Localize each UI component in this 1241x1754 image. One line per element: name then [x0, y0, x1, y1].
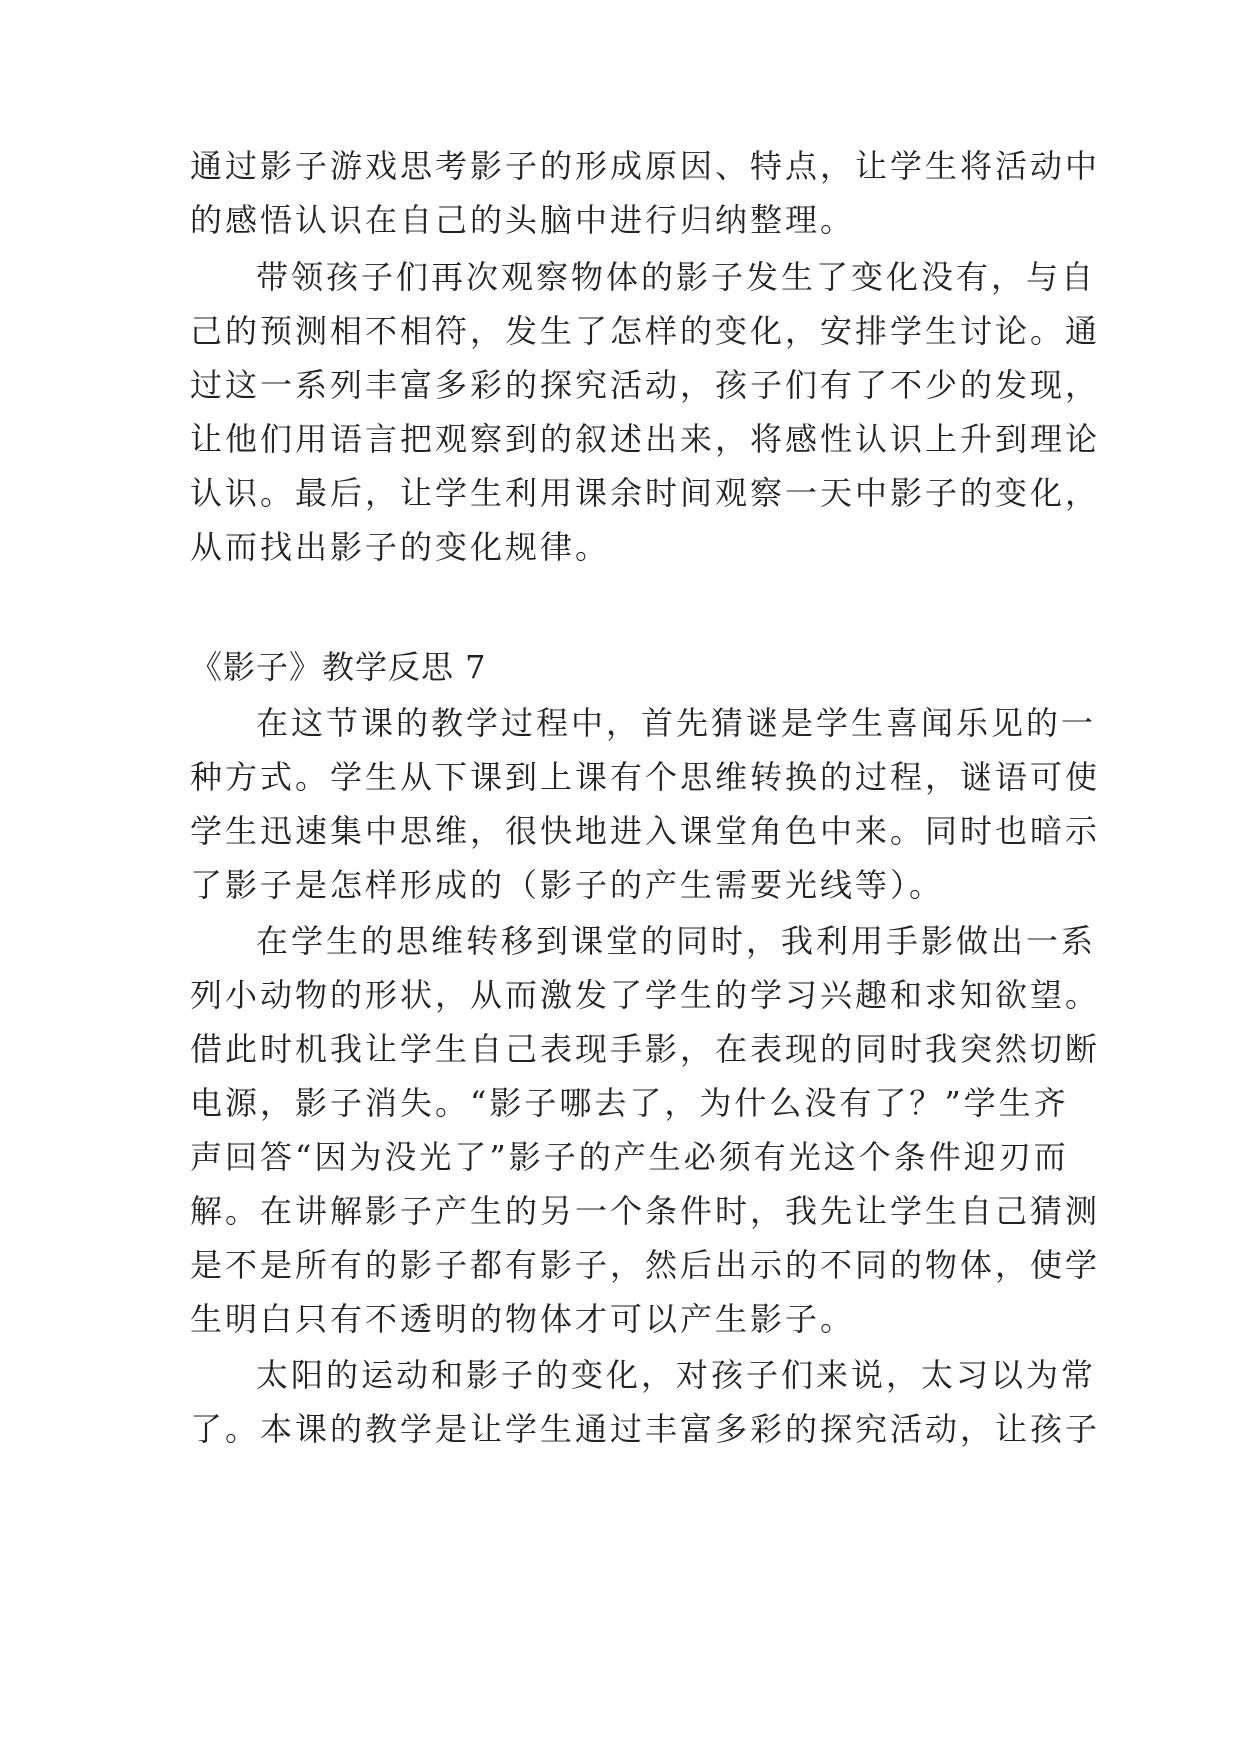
- paragraph-line: 是不是所有的影子都有影子，然后出示的不同的物体，使学: [190, 1246, 1101, 1284]
- paragraph-line: 让他们用语言把观察到的叙述出来，将感性认识上升到理论: [190, 420, 1101, 458]
- paragraph-line: 太阳的运动和影子的变化，对孩子们来说，太习以为常: [256, 1356, 1097, 1394]
- paragraph-line: 的感悟认识在自己的头脑中进行归纳整理。: [190, 201, 856, 239]
- paragraph-line: 解。在讲解影子产生的另一个条件时，我先让学生自己猜测: [190, 1192, 1101, 1230]
- paragraph-line: 过这一系列丰富多彩的探究活动，孩子们有了不少的发现，: [190, 366, 1101, 404]
- paragraph-line: 学生迅速集中思维，很快地进入课堂角色中来。同时也暗示: [190, 812, 1101, 850]
- paragraph-line: 了影子是怎样形成的（影子的产生需要光线等）。: [190, 866, 945, 904]
- paragraph-line: 己的预测相不相符，发生了怎样的变化，安排学生讨论。通: [190, 312, 1101, 350]
- paragraph-line: 在这节课的教学过程中，首先猜谜是学生喜闻乐见的一: [256, 704, 1097, 742]
- paragraph-line: 通过影子游戏思考影子的形成原因、特点，让学生将活动中: [190, 147, 1101, 185]
- paragraph-line: 在学生的思维转移到课堂的同时，我利用手影做出一系: [256, 922, 1097, 960]
- paragraph-line: 列小动物的形状，从而激发了学生的学习兴趣和求知欲望。: [190, 976, 1101, 1014]
- paragraph-line: 电源，影子消失。“影子哪去了，为什么没有了？”学生齐: [190, 1084, 1069, 1122]
- paragraph-line: 借此时机我让学生自己表现手影，在表现的同时我突然切断: [190, 1030, 1101, 1068]
- paragraph-line: 生明白只有不透明的物体才可以产生影子。: [190, 1300, 856, 1338]
- paragraph-line: 从而找出影子的变化规律。: [190, 528, 611, 566]
- section-heading: 《影子》教学反思 7: [190, 648, 487, 686]
- paragraph-line: 了。本课的教学是让学生通过丰富多彩的探究活动，让孩子: [190, 1410, 1101, 1448]
- paragraph-line: 认识。最后，让学生利用课余时间观察一天中影子的变化，: [190, 474, 1101, 512]
- paragraph-line: 种方式。学生从下课到上课有个思维转换的过程，谜语可使: [190, 758, 1101, 796]
- paragraph-line: 声回答“因为没光了”影子的产生必须有光这个条件迎刃而: [190, 1138, 1069, 1176]
- paragraph-line: 带领孩子们再次观察物体的影子发生了变化没有，与自: [256, 258, 1097, 296]
